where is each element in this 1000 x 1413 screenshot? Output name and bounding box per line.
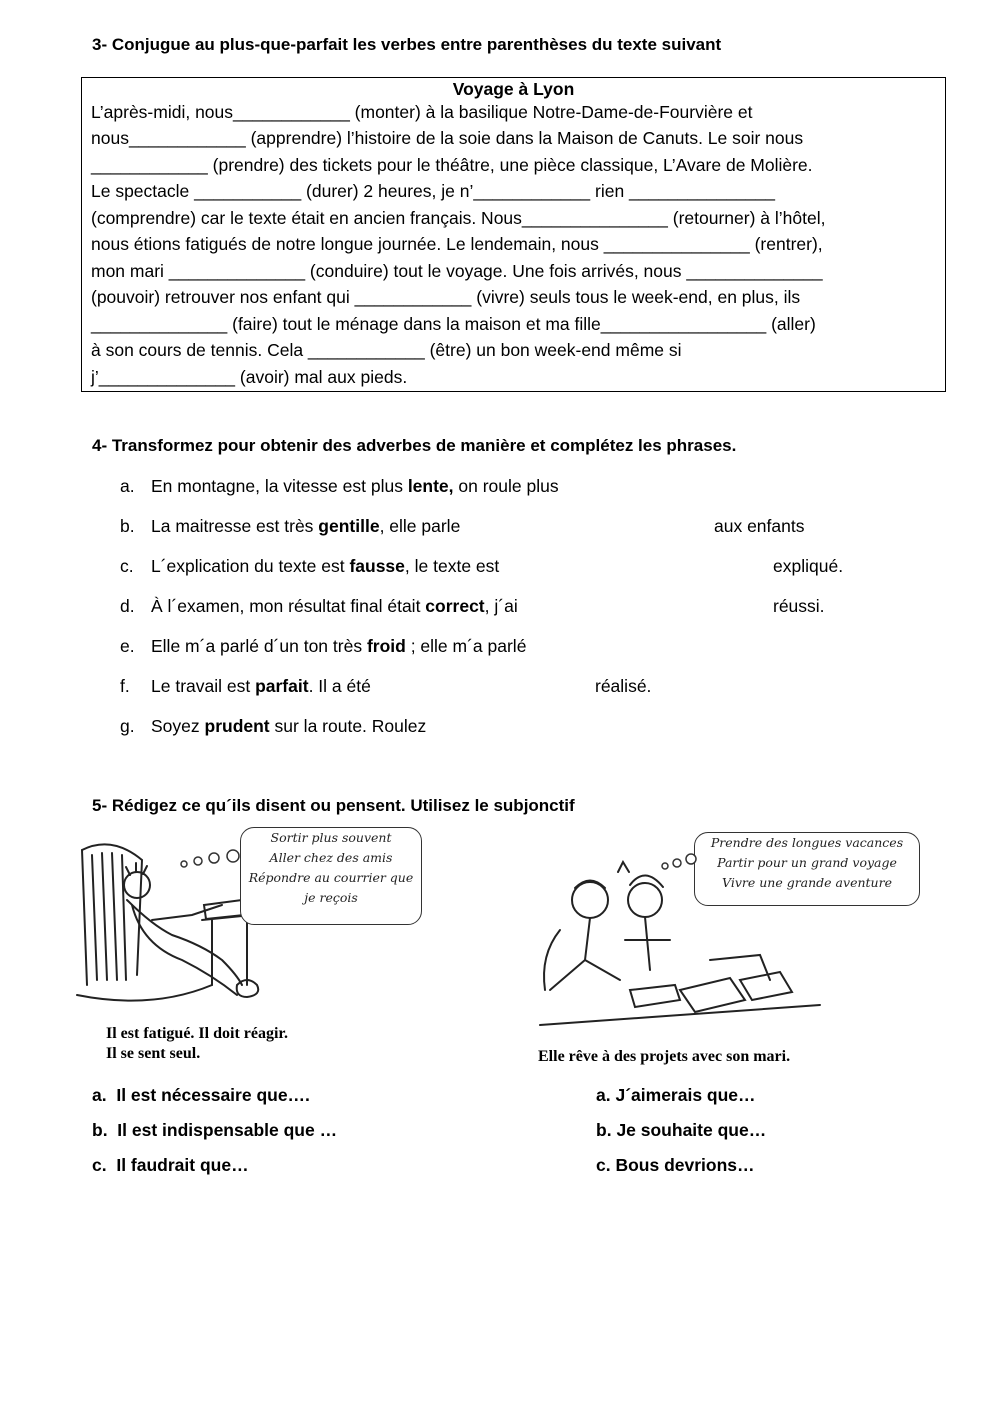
text-line: nous étions fatigués de notre longue journée. Le lendemain, nous _______________ (rentrer), bbox=[91, 234, 823, 254]
answer-left-b: b. Il est indispensable que … bbox=[92, 1120, 338, 1140]
voyage-title: Voyage à Lyon bbox=[452, 79, 575, 99]
caption-left-2: Il se sent seul. bbox=[106, 1045, 201, 1062]
item-end: réussi. bbox=[773, 596, 825, 616]
text-line: mon mari ______________ (conduire) tout le voyage. Une fois arrivés, nous ______________ bbox=[91, 261, 823, 281]
text-line: L’après-midi, nous____________ (monter) à la basilique Notre-Dame-de-Fourvière et bbox=[91, 102, 753, 122]
item-label: f. bbox=[120, 676, 130, 696]
text-line: ____________ (prendre) des tickets pour le théâtre, une pièce classique, L’Avare de Molière. bbox=[91, 155, 813, 175]
text-line: ______________ (faire) tout le ménage dans la maison et ma fille_________________ (aller) bbox=[91, 314, 816, 334]
text-line: Le spectacle ___________ (durer) 2 heures, je n’____________ rien _______________ bbox=[91, 181, 776, 201]
text-line: (comprendre) car le texte était en ancien français. Nous_______________ (retourner) à l’hôtel, bbox=[91, 208, 826, 228]
caption-left-1: Il est fatigué. Il doit réagir. bbox=[106, 1025, 289, 1042]
item-sentence: Soyez prudent sur la route. Roulez bbox=[151, 716, 427, 736]
thought-bubble-right: Prendre des longues vacances Partir pour un grand voyage Vivre une grande aventure bbox=[694, 832, 920, 906]
section4-heading: 4- Transformez pour obtenir des adverbes de manière et complétez les phrases. bbox=[92, 436, 737, 455]
item-label: b. bbox=[120, 516, 135, 536]
item-sentence: À l´examen, mon résultat final était correct, j´ai bbox=[151, 596, 518, 616]
item-sentence: Le travail est parfait. Il a été bbox=[151, 676, 371, 696]
item-label: d. bbox=[120, 596, 135, 616]
item-sentence: L´explication du texte est fausse, le texte est bbox=[151, 556, 500, 576]
thought-dots-left bbox=[178, 848, 242, 872]
answer-left-a: a. Il est nécessaire que…. bbox=[92, 1085, 310, 1105]
text-line: nous____________ (apprendre) l’histoire de la soie dans la Maison de Canuts. Le soir nous bbox=[91, 128, 804, 148]
text-line: (pouvoir) retrouver nos enfant qui ____________ (vivre) seuls tous le week-end, en plus, ils bbox=[91, 287, 801, 307]
item-sentence: Elle m´a parlé d´un ton très froid ; elle m´a parlé bbox=[151, 636, 527, 656]
voyage-text-box bbox=[81, 77, 946, 392]
exercise-item-f bbox=[0, 676, 1000, 698]
caption-right: Elle rêve à des projets avec son mari. bbox=[538, 1048, 791, 1065]
exercise-item-e bbox=[0, 636, 1000, 658]
answer-right-c: c. Bous devrions… bbox=[596, 1155, 755, 1175]
item-label: c. bbox=[120, 556, 134, 576]
answer-left-c: c. Il faudrait que… bbox=[92, 1155, 249, 1175]
section3-heading: 3- Conjugue au plus-que-parfait les verbes entre parenthèses du texte suivant bbox=[92, 35, 722, 54]
exercise-item-c bbox=[0, 556, 1000, 578]
exercise-item-b bbox=[0, 516, 1000, 538]
exercise-item-d bbox=[0, 596, 1000, 618]
exercise-item-g bbox=[0, 716, 1000, 738]
item-end: aux enfants bbox=[714, 516, 805, 536]
item-sentence: En montagne, la vitesse est plus lente, on roule plus bbox=[151, 476, 559, 496]
thought-dots-right bbox=[660, 848, 698, 874]
exercise-item-a bbox=[0, 476, 1000, 498]
item-label: a. bbox=[120, 476, 135, 496]
answer-right-a: a. J´aimerais que… bbox=[596, 1085, 756, 1105]
text-line: j’______________ (avoir) mal aux pieds. bbox=[91, 367, 408, 387]
section5-heading: 5- Rédigez ce qu´ils disent ou pensent. Utilisez le subjonctif bbox=[92, 796, 575, 815]
item-sentence: La maitresse est très gentille, elle parle bbox=[151, 516, 461, 536]
item-end: réalisé. bbox=[595, 676, 652, 696]
item-label: e. bbox=[120, 636, 135, 656]
item-end: expliqué. bbox=[773, 556, 844, 576]
thought-bubble-left: Sortir plus souvent Aller chez des amis Répondre au courrier que je reçois bbox=[240, 827, 422, 925]
item-label: g. bbox=[120, 716, 135, 736]
answer-right-b: b. Je souhaite que… bbox=[596, 1120, 767, 1140]
text-line: à son cours de tennis. Cela ____________ (être) un bon week-end même si bbox=[91, 340, 682, 360]
